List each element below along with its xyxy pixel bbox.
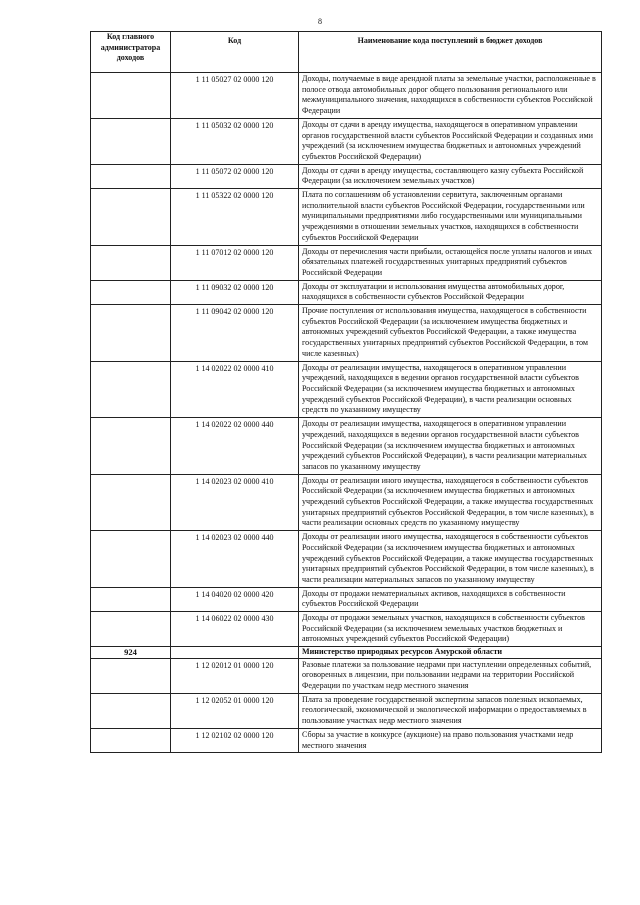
name-cell: Доходы от эксплуатации и использования имущества автомобильных дорог, находящихся в собственности субъектов Российской Федерации: [299, 280, 602, 304]
revenue-codes-table: [90, 31, 602, 753]
table-row: [91, 189, 602, 246]
table-row: [91, 728, 602, 752]
table-row: [91, 361, 602, 418]
page-number: 8: [318, 17, 322, 26]
table-row: [91, 474, 602, 531]
name-cell: Плата по соглашениям об установлении сервитута, заключенным органами исполнительной власти субъектов Российской Федерации, государственными или муниципальными предприятиями либо государственными или муниципальными учреждениями в отношении земельных участков, находящихся в собственности субъектов Российской Федерации: [299, 189, 602, 246]
admin-cell: [91, 245, 171, 280]
code-cell: 1 14 02022 02 0000 440: [171, 418, 299, 475]
name-cell: Доходы от перечисления части прибыли, остающейся после уплаты налогов и иных обязательных платежей государственных унитарных предприятий субъектов Российской Федерации: [299, 245, 602, 280]
code-cell: 1 11 07012 02 0000 120: [171, 245, 299, 280]
code-cell: 1 14 06022 02 0000 430: [171, 612, 299, 647]
name-cell: Доходы от реализации имущества, находящегося в оперативном управлении учреждений, находящихся в ведении органов государственной власти субъектов Российской Федерации (за исключением имущества бюджетных и автономных учреждений субъектов Российской Федерации), в части реализации материальных запасов по указанному имуществу: [299, 418, 602, 475]
ministry-admin-code: 924: [91, 647, 171, 659]
admin-cell: [91, 280, 171, 304]
admin-cell: [91, 587, 171, 611]
table-row: [91, 658, 602, 693]
code-cell: 1 12 02012 01 0000 120: [171, 658, 299, 693]
admin-cell: [91, 189, 171, 246]
admin-cell: [91, 474, 171, 531]
header-code: Код: [171, 32, 299, 73]
ministry-row: [91, 647, 602, 659]
table-header-row: [91, 32, 602, 73]
admin-cell: [91, 305, 171, 362]
name-cell: Разовые платежи за пользование недрами при наступлении определенных событий, оговоренных в лицензии, при пользовании недрами на территории Российской Федерации по участкам недр местного значения: [299, 658, 602, 693]
name-cell: Доходы от сдачи в аренду имущества, составляющего казну субъекта Российской Федерации (за исключением земельных участков): [299, 164, 602, 188]
code-cell: 1 11 09032 02 0000 120: [171, 280, 299, 304]
name-cell: Доходы от сдачи в аренду имущества, находящегося в оперативном управлении органов государственной власти субъектов Российской Федерации и созданных ими учреждений (за исключением имущества бюджетных и автономных учреждений субъектов Российской Федерации): [299, 118, 602, 164]
admin-cell: [91, 164, 171, 188]
table-row: [91, 280, 602, 304]
table-row: [91, 73, 602, 119]
table-row: [91, 118, 602, 164]
admin-cell: [91, 418, 171, 475]
code-cell: 1 14 04020 02 0000 420: [171, 587, 299, 611]
ministry-name: Министерство природных ресурсов Амурской области: [299, 647, 602, 659]
admin-cell: [91, 728, 171, 752]
admin-cell: [91, 73, 171, 119]
name-cell: Доходы, получаемые в виде арендной платы за земельные участки, расположенные в полосе отвода автомобильных дорог общего пользования регионального или межмуниципального значения, находящихся в собственности субъектов Российской Федерации: [299, 73, 602, 119]
ministry-code-cell: [171, 647, 299, 659]
name-cell: Плата за проведение государственной экспертизы запасов полезных ископаемых, геологической, экономической и экологической информации о предоставляемых в пользование участках недр местного значения: [299, 693, 602, 728]
table-row: [91, 531, 602, 588]
admin-cell: [91, 361, 171, 418]
name-cell: Прочие поступления от использования имущества, находящегося в собственности субъектов Российской Федерации (за исключением имущества бюджетных и автономных учреждений субъектов Российской Федерации, а также имущества государственных унитарных предприятий субъектов Российской Федерации, в том числе казенных): [299, 305, 602, 362]
admin-cell: [91, 658, 171, 693]
code-cell: 1 14 02022 02 0000 410: [171, 361, 299, 418]
code-cell: 1 12 02052 01 0000 120: [171, 693, 299, 728]
name-cell: Доходы от реализации имущества, находящегося в оперативном управлении учреждений, находящихся в ведении органов государственной власти субъектов Российской Федерации (за исключением имущества бюджетных и автономных учреждений субъектов Российской Федерации), в части реализации основных средств по указанному имуществу: [299, 361, 602, 418]
admin-cell: [91, 693, 171, 728]
name-cell: Доходы от реализации иного имущества, находящегося в собственности субъектов Российской Федерации (за исключением имущества бюджетных и автономных учреждений субъектов Российской Федерации, а также имущества государственных унитарных предприятий субъектов Российской Федерации, в том числе казенных), в части реализации основных средств по указанному имуществу: [299, 474, 602, 531]
name-cell: Сборы за участие в конкурсе (аукционе) на право пользования участками недр местного значения: [299, 728, 602, 752]
table-row: [91, 693, 602, 728]
table-row: [91, 587, 602, 611]
name-cell: Доходы от реализации иного имущества, находящегося в собственности субъектов Российской Федерации (за исключением имущества бюджетных и автономных учреждений субъектов Российской Федерации, а также имущества государственных унитарных предприятий субъектов Российской Федерации, в том числе казенных), в части реализации материальных запасов по указанному имуществу: [299, 531, 602, 588]
code-cell: 1 11 05027 02 0000 120: [171, 73, 299, 119]
name-cell: Доходы от продажи нематериальных активов, находящихся в собственности субъектов Российской Федерации: [299, 587, 602, 611]
table-row: [91, 305, 602, 362]
table-row: [91, 164, 602, 188]
code-cell: 1 11 05322 02 0000 120: [171, 189, 299, 246]
code-cell: 1 11 05032 02 0000 120: [171, 118, 299, 164]
code-cell: 1 12 02102 02 0000 120: [171, 728, 299, 752]
table-row: [91, 245, 602, 280]
admin-cell: [91, 531, 171, 588]
name-cell: Доходы от продажи земельных участков, находящихся в собственности субъектов Российской Федерации (за исключением земельных участков бюджетных и автономных учреждений субъектов Российской Федерации): [299, 612, 602, 647]
code-cell: 1 11 09042 02 0000 120: [171, 305, 299, 362]
admin-cell: [91, 118, 171, 164]
code-cell: 1 14 02023 02 0000 440: [171, 531, 299, 588]
table-row: [91, 418, 602, 475]
code-cell: 1 11 05072 02 0000 120: [171, 164, 299, 188]
header-admin-code: Код главного администратора доходов: [91, 32, 171, 73]
header-name: Наименование кода поступлений в бюджет доходов: [299, 32, 602, 73]
table-row: [91, 612, 602, 647]
admin-cell: [91, 612, 171, 647]
code-cell: 1 14 02023 02 0000 410: [171, 474, 299, 531]
